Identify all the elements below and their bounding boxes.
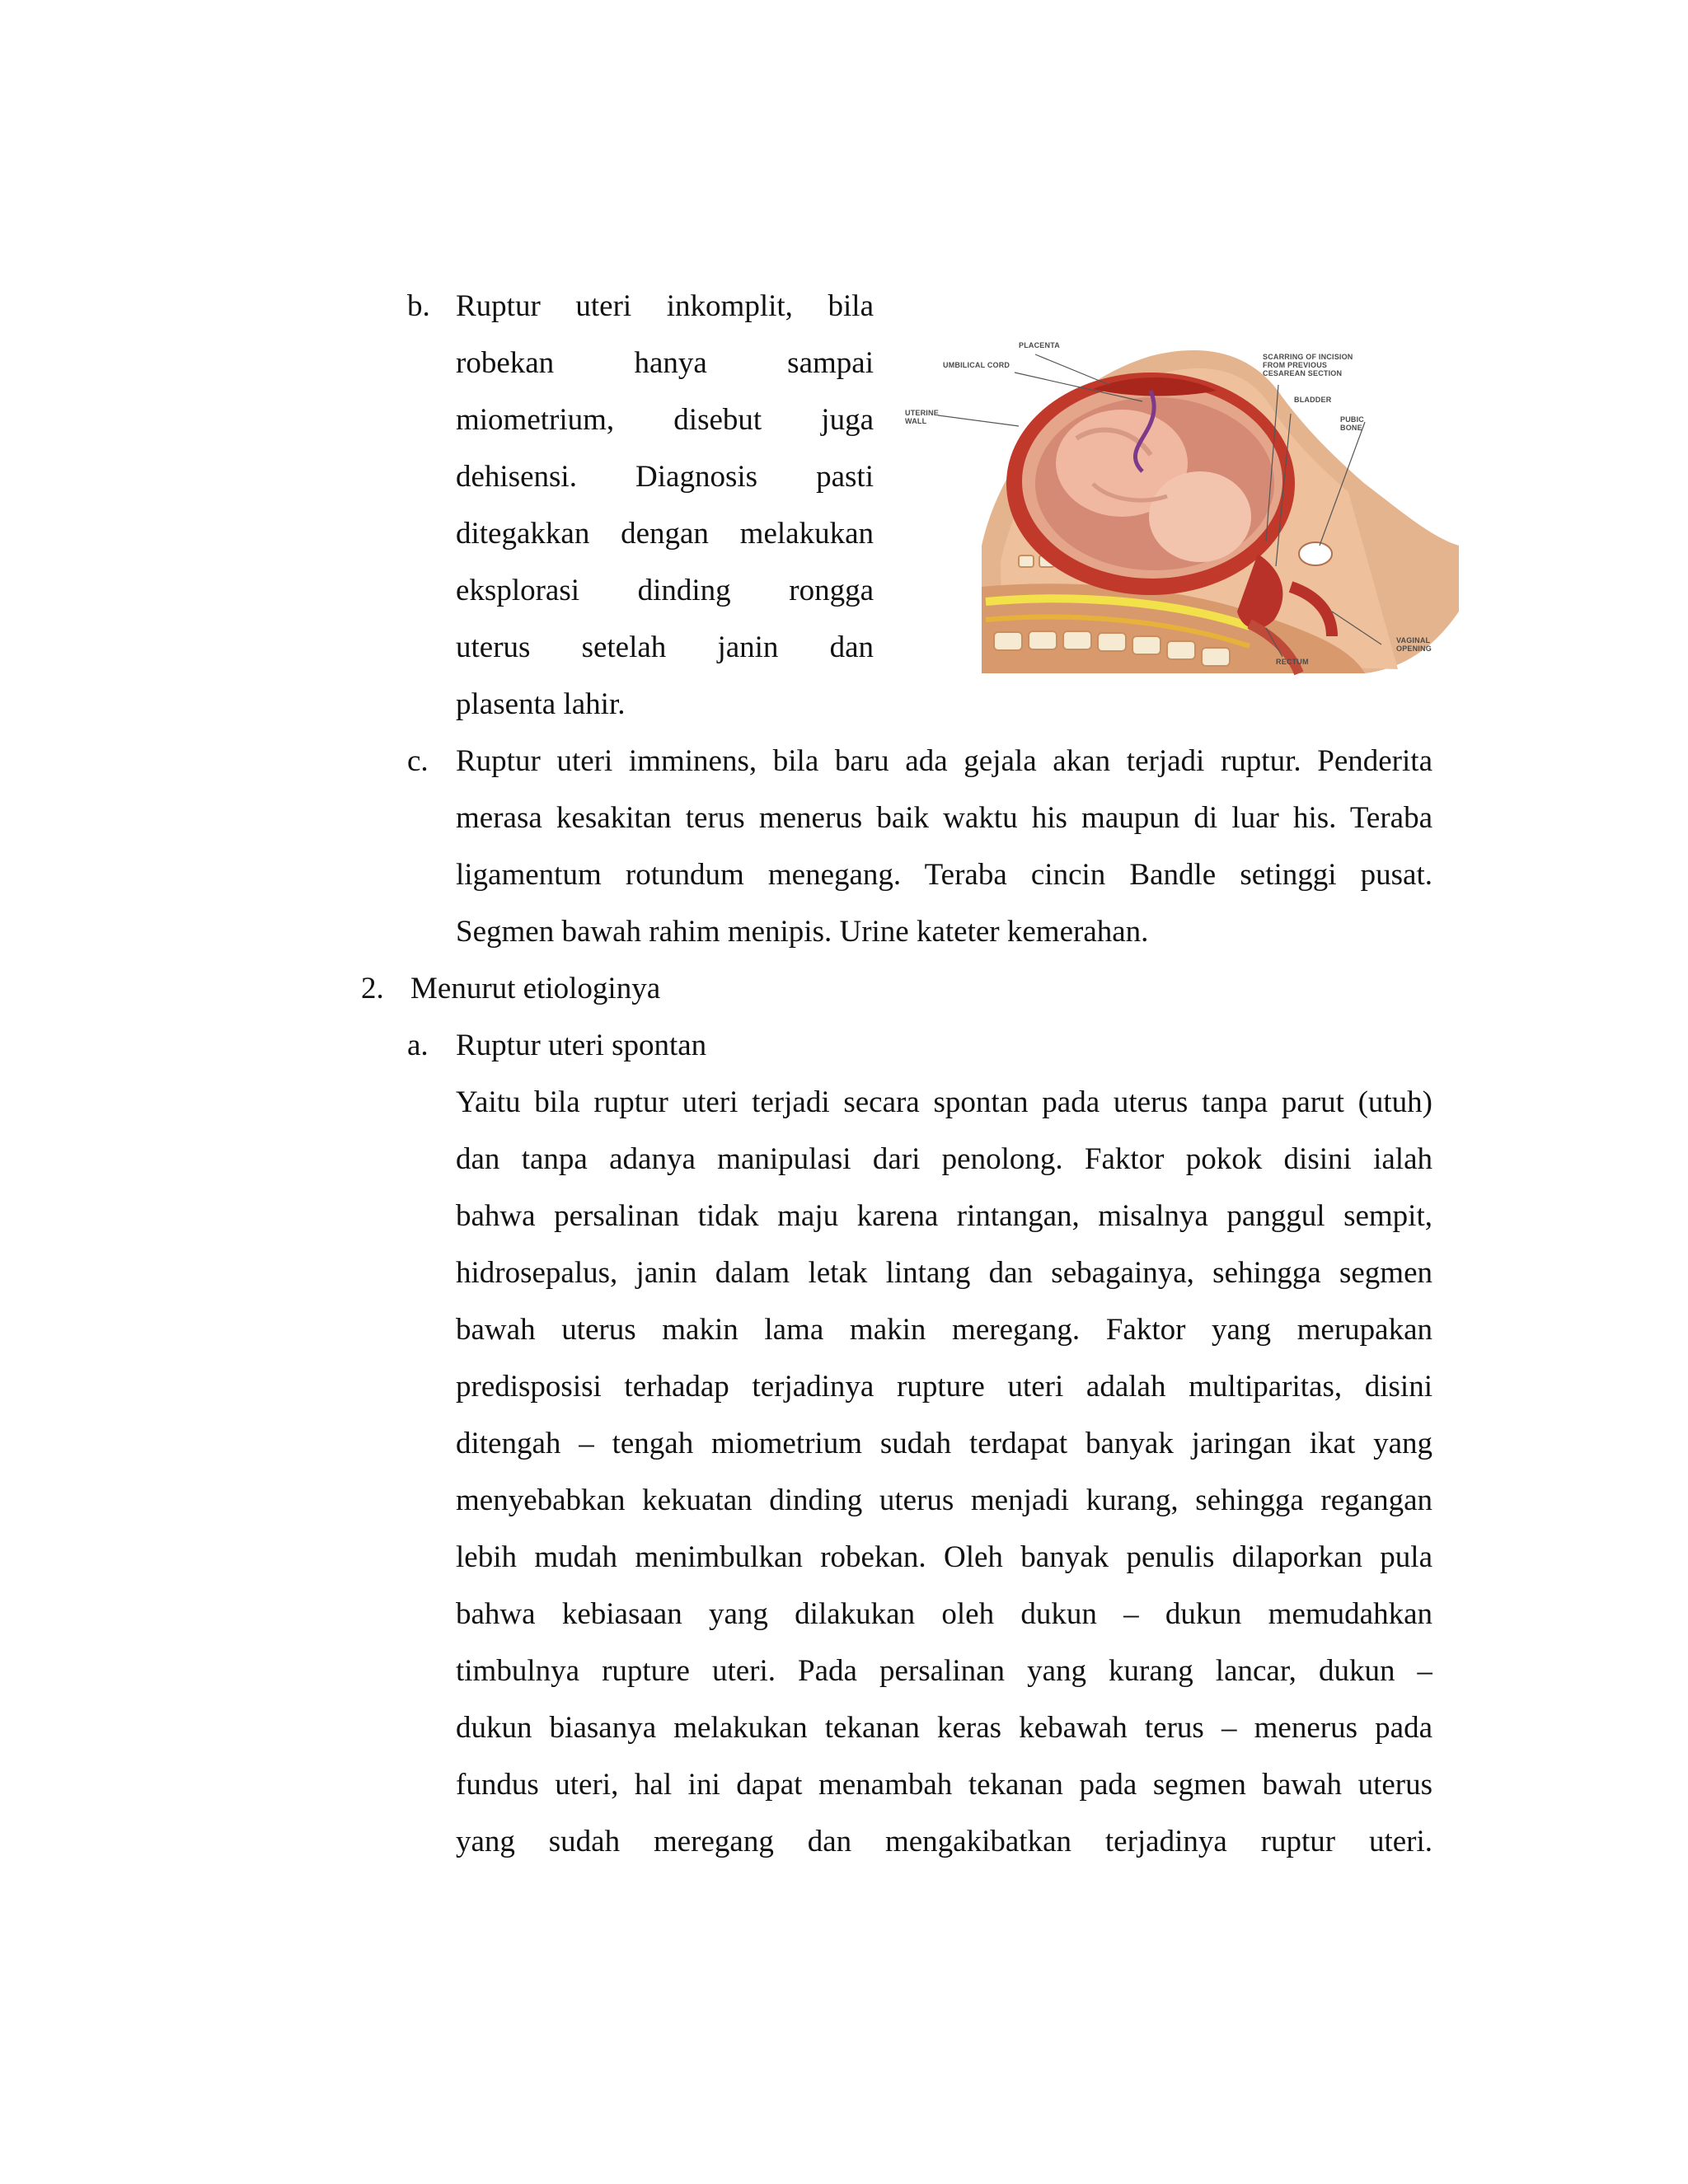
list-marker-b: b.	[407, 289, 430, 323]
label-bladder: BLADDER	[1294, 396, 1332, 404]
item-b-line: Ruptur uteri inkomplit, bila	[456, 289, 874, 323]
item-c-line: Ruptur uteri imminens, bila baru ada gejala akan terjadi ruptur. Penderita	[456, 744, 1432, 778]
paragraph-line: hidrosepalus, janin dalam letak lintang dan sebagainya, sehingga segmen	[456, 1256, 1432, 1290]
paragraph-line: timbulnya rupture uteri. Pada persalinan yang kurang lancar, dukun –	[456, 1654, 1432, 1688]
item-b-line: plasenta lahir.	[456, 687, 626, 721]
list-marker-c: c.	[407, 744, 429, 778]
paragraph-line: menyebabkan kekuatan dinding uterus menjadi kurang, sehingga regangan	[456, 1483, 1432, 1517]
list-marker-a: a.	[407, 1029, 429, 1062]
item-b-line: dehisensi. Diagnosis pasti	[456, 460, 874, 494]
item-b-line: eksplorasi dinding rongga	[456, 574, 874, 607]
item-c-line: Segmen bawah rahim menipis. Urine kateter kemerahan.	[456, 915, 1149, 949]
label-uterine-wall: UTERINE WALL	[905, 409, 939, 425]
item-b-line: miometrium, disebut juga	[456, 403, 874, 437]
paragraph-line: dan tanpa adanya manipulasi dari penolong. Faktor pokok disini ialah	[456, 1142, 1432, 1176]
paragraph-line: lebih mudah menimbulkan robekan. Oleh banyak penulis dilaporkan pula	[456, 1540, 1432, 1574]
item-c-line: ligamentum rotundum menegang. Teraba cincin Bandle setinggi pusat.	[456, 858, 1432, 892]
item-a-heading: Ruptur uteri spontan	[456, 1029, 707, 1062]
label-scarring: SCARRING OF INCISION FROM PREVIOUS CESAREAN SECTION	[1263, 353, 1353, 377]
item-b-line: ditegakkan dengan melakukan	[456, 517, 874, 551]
item-c-line: merasa kesakitan terus menerus baik waktu his maupun di luar his. Teraba	[456, 801, 1432, 835]
paragraph-line: bawah uterus makin lama makin meregang. Faktor yang merupakan	[456, 1313, 1432, 1347]
paragraph-line: fundus uteri, hal ini dapat menambah tekanan pada segmen bawah uterus	[456, 1768, 1432, 1802]
paragraph-line: bahwa kebiasaan yang dilakukan oleh dukun – dukun memudahkan	[456, 1597, 1432, 1631]
list-marker-2: 2.	[361, 972, 384, 1005]
uterus-cross-section-figure	[903, 340, 1459, 677]
paragraph-line: dukun biasanya melakukan tekanan keras kebawah terus – menerus pada	[456, 1711, 1432, 1745]
uterus-illustration	[903, 340, 1459, 677]
paragraph-line: bahwa persalinan tidak maju karena rintangan, misalnya panggul sempit,	[456, 1199, 1432, 1233]
label-placenta: PLACENTA	[1019, 341, 1060, 349]
label-umbilical-cord: UMBILICAL CORD	[943, 361, 1010, 369]
paragraph-line: yang sudah meregang dan mengakibatkan terjadinya ruptur uteri.	[456, 1825, 1432, 1858]
label-pubic-bone: PUBIC BONE	[1340, 415, 1365, 432]
paragraph-line: ditengah – tengah miometrium sudah terdapat banyak jaringan ikat yang	[456, 1427, 1432, 1460]
paragraph-line: predisposisi terhadap terjadinya rupture uteri adalah multiparitas, disini	[456, 1370, 1432, 1404]
item-b-line: uterus setelah janin dan	[456, 630, 874, 664]
item-b-line: robekan hanya sampai	[456, 346, 874, 380]
label-vaginal-opening: VAGINAL OPENING	[1396, 636, 1432, 653]
label-rectum: RECTUM	[1276, 658, 1309, 666]
section-heading: Menurut etiologinya	[410, 972, 661, 1005]
paragraph-line: Yaitu bila ruptur uteri terjadi secara spontan pada uterus tanpa parut (utuh)	[456, 1085, 1432, 1119]
